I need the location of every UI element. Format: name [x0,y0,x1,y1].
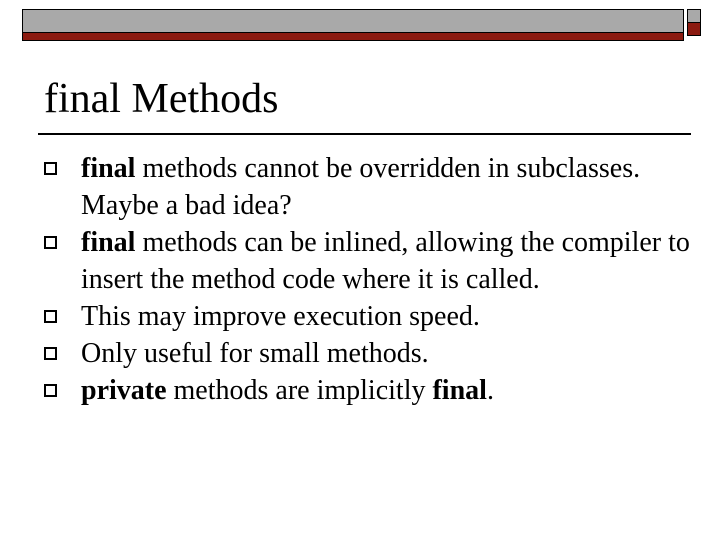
bullet-text: methods cannot be overridden in subclasses. Maybe a bad idea? [81,153,641,221]
bullet-text: methods are implicitly [166,375,433,406]
title-text: Methods [120,76,279,122]
hollow-square-icon [44,384,57,397]
hollow-square-icon [44,310,57,323]
hollow-square-icon [44,236,57,249]
bullet-text: This may improve execution speed. [81,301,480,332]
bullet-keyword: final [81,227,136,258]
bullet-list [0,150,720,409]
bullet-text: Only useful for small methods. [81,338,429,369]
bullet-keyword: private [81,375,167,406]
title-keyword: final [44,76,121,122]
corner-accent-square [687,22,701,36]
corner-square [687,9,701,23]
bullet-keyword: final [81,153,136,184]
bullet-keyword-end: final [432,375,487,406]
bullet-tail: . [486,375,494,406]
title-underline [38,133,691,135]
bullet-item [0,372,720,409]
header-accent-band [22,32,684,41]
bullet-text: methods can be inlined, allowing the compiler to insert the method code where it is called. [81,227,690,295]
bullet-item [0,335,720,372]
bullet-item [0,298,720,335]
header-bar [22,9,684,33]
bullet-item [0,150,720,224]
bullet-item [0,224,720,298]
slide-title [44,76,278,122]
hollow-square-icon [44,347,57,360]
hollow-square-icon [44,162,57,175]
